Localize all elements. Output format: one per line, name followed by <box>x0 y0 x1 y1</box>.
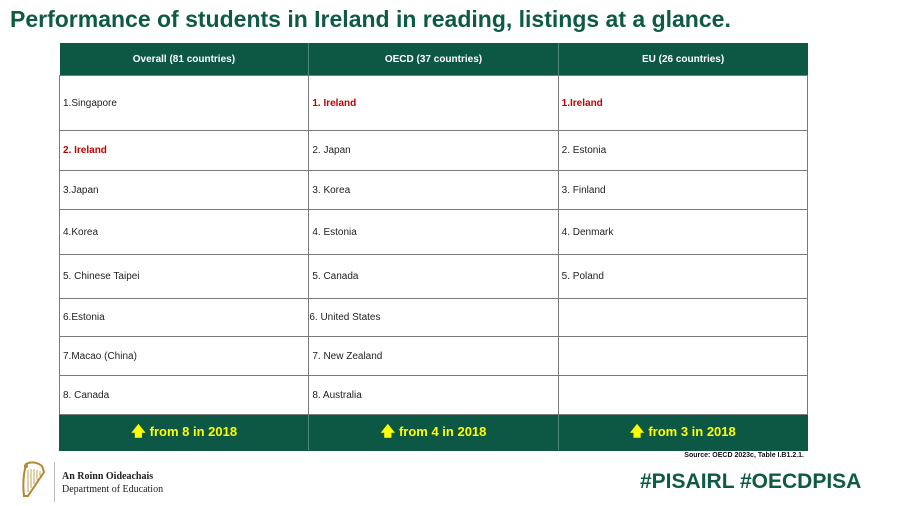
table-cell: 5. Chinese Taipei <box>60 255 309 299</box>
rankings-table <box>59 43 808 451</box>
table-cell: 3.Japan <box>60 171 309 210</box>
table-row <box>60 376 808 415</box>
footer-label: from 3 in 2018 <box>648 423 736 439</box>
harp-logo-icon <box>20 460 48 500</box>
arrow-up-icon: 🡅 <box>629 422 645 439</box>
footer-cell-oecd <box>309 415 558 451</box>
table-cell: 2. Japan <box>309 131 558 171</box>
table-row <box>60 337 808 376</box>
arrow-up-icon: 🡅 <box>131 422 146 439</box>
logo-divider <box>54 462 55 502</box>
table-cell: 8. Australia <box>309 376 558 415</box>
table-row <box>60 255 808 299</box>
table-row <box>60 210 808 255</box>
table-cell-ireland: 2. Ireland <box>60 131 309 171</box>
table-cell: 4.Korea <box>60 210 309 255</box>
table-cell-ireland: 1.Ireland <box>558 76 807 131</box>
table-row <box>60 131 808 171</box>
table-cell: 4. Estonia <box>309 210 558 255</box>
table-cell: 5. Poland <box>558 255 807 299</box>
table-cell: 2. Estonia <box>558 131 807 171</box>
table-row <box>60 299 808 337</box>
footer-cell-eu <box>558 415 807 451</box>
column-header-oecd: OECD (37 countries) <box>309 43 558 76</box>
table-row <box>60 76 808 131</box>
column-header-eu: EU (26 countries) <box>558 43 807 76</box>
table-cell <box>558 299 807 337</box>
column-header-overall: Overall (81 countries) <box>60 43 309 76</box>
table-cell-ireland: 1. Ireland <box>309 76 558 131</box>
table-header-row <box>60 43 808 76</box>
source-note: Source: OECD 2023c, Table I.B1.2.1. <box>684 452 804 459</box>
table-cell: 3. Finland <box>558 171 807 210</box>
table-cell: 6. United States <box>309 299 558 337</box>
table-cell: 7.Macao (China) <box>60 337 309 376</box>
arrow-up-icon: 🡅 <box>380 422 395 439</box>
table-cell: 3. Korea <box>309 171 558 210</box>
department-name-english: Department of Education <box>62 484 164 495</box>
table-cell: 7. New Zealand <box>309 337 558 376</box>
footer-label: from 4 in 2018 <box>398 423 487 439</box>
footer-cell-overall <box>60 415 309 451</box>
table-cell <box>558 376 807 415</box>
table-cell: 4. Denmark <box>558 210 807 255</box>
table-cell <box>558 337 807 376</box>
table-cell: 5. Canada <box>309 255 558 299</box>
table-cell: 1.Singapore <box>60 76 309 131</box>
hashtags: #PISAIRL #OECDPISA <box>640 470 862 493</box>
department-name-irish: An Roinn Oideachais <box>62 471 154 482</box>
table-cell: 8. Canada <box>60 376 309 415</box>
table-cell: 6.Estonia <box>60 299 309 337</box>
page-title: Performance of students in Ireland in reading, listings at a glance. <box>10 6 731 32</box>
footer-row <box>60 415 808 451</box>
footer-label: from 8 in 2018 <box>149 423 238 439</box>
table-row <box>60 171 808 210</box>
